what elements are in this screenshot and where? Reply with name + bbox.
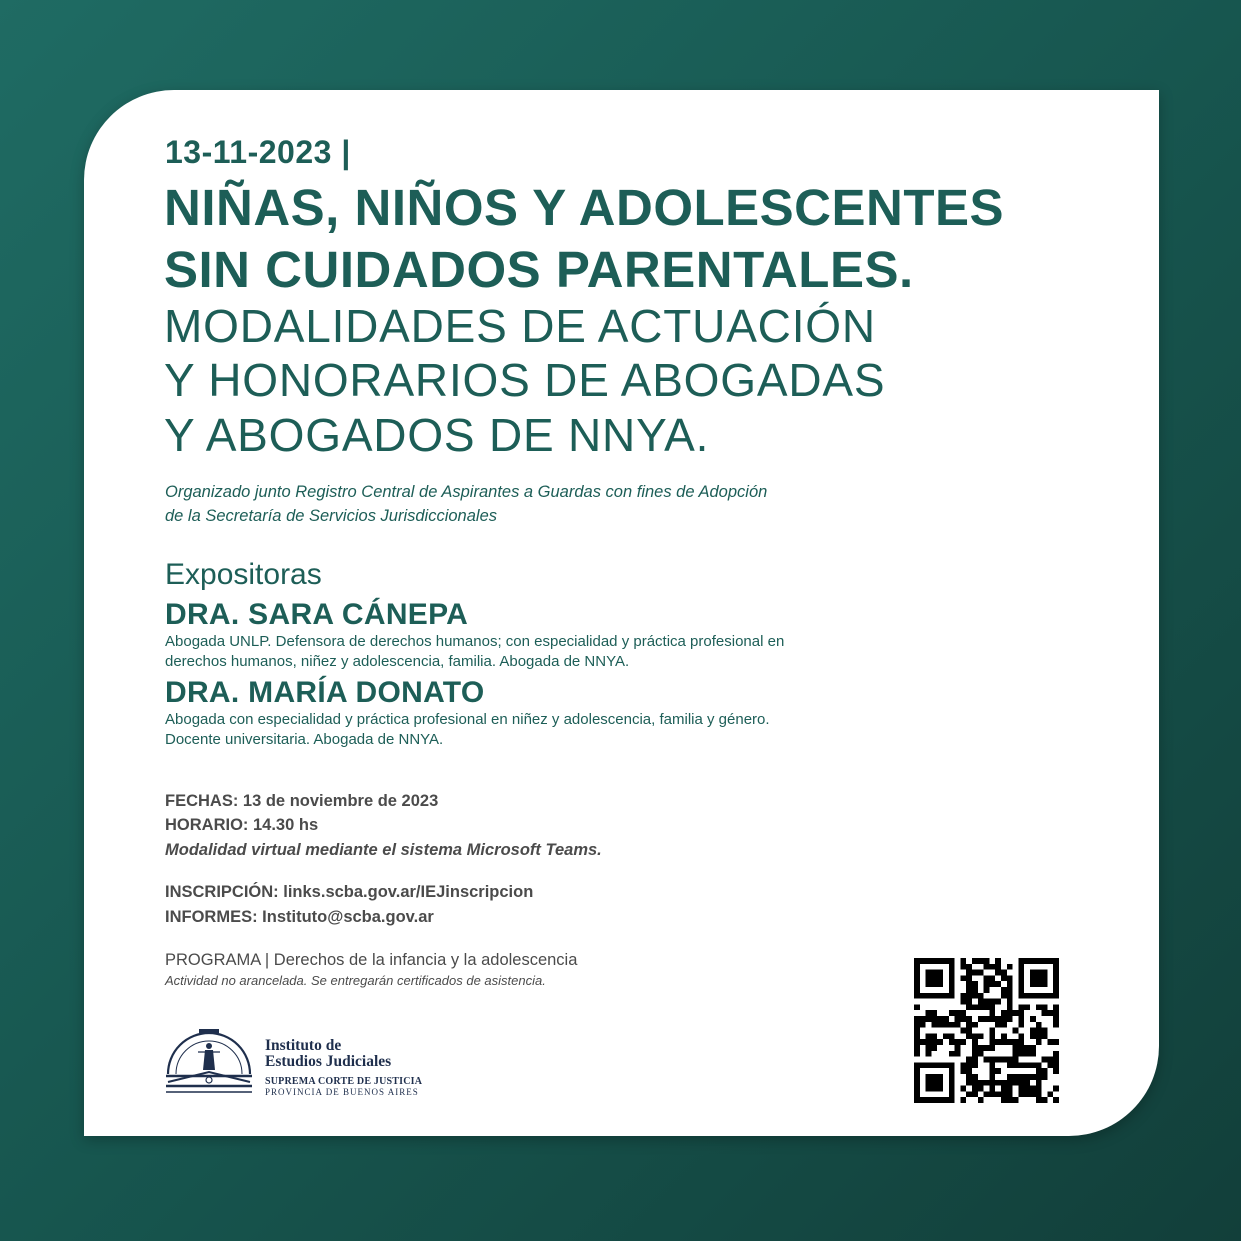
province-name: PROVINCIA DE BUENOS AIRES (265, 1087, 419, 1097)
subtitle-line-2: Y HONORARIOS DE ABOGADAS (164, 354, 886, 406)
schedule-info: HORARIO: 14.30 hs (165, 816, 319, 834)
qr-code-icon (914, 958, 1059, 1103)
institute-logo-icon (164, 1026, 254, 1098)
speaker-name-2: DRA. MARÍA DONATO (165, 676, 485, 709)
speaker-bio-2-line-1: Abogada con especialidad y práctica profesional en niñez y adolescencia, familia y género. (165, 711, 770, 728)
registration-info: INSCRIPCIÓN: links.scba.gov.ar/IEJinscripcion (165, 883, 534, 901)
institute-name-line-1: Instituto de (265, 1037, 342, 1054)
speaker-bio-1-line-1: Abogada UNLP. Defensora de derechos humanos; con especialidad y práctica profesional en (165, 633, 785, 650)
title-line-1: NIÑAS, NIÑOS Y ADOLESCENTES (164, 179, 1005, 236)
speaker-bio-2-line-2: Docente universitaria. Abogada de NNYA. (165, 731, 444, 748)
contact-info: INFORMES: Instituto@scba.gov.ar (165, 908, 434, 926)
subtitle-line-3: Y ABOGADOS DE NNYA. (164, 409, 710, 461)
dates-info: FECHAS: 13 de noviembre de 2023 (165, 792, 439, 810)
program-line: PROGRAMA | Derechos de la infancia y la adolescencia (165, 951, 578, 969)
institute-name (265, 1038, 422, 1097)
modality-info: Modalidad virtual mediante el sistema Microsoft Teams. (165, 841, 602, 859)
speakers-label: Expositoras (165, 558, 322, 591)
speaker-name-1: DRA. SARA CÁNEPA (165, 598, 469, 631)
speaker-bio-1-line-2: derechos humanos, niñez y adolescencia, familia. Abogada de NNYA. (165, 653, 630, 670)
subtitle-line-1: MODALIDADES DE ACTUACIÓN (164, 300, 876, 352)
event-date: 13-11-2023 | (165, 134, 351, 170)
institute-name-line-2: Estudios Judiciales (265, 1053, 392, 1070)
organizer-line-2: de la Secretaría de Servicios Jurisdiccionales (165, 507, 497, 525)
flyer-card (84, 90, 1159, 1136)
program-note: Actividad no arancelada. Se entregarán certificados de asistencia. (165, 973, 546, 988)
organizer-line-1: Organizado junto Registro Central de Aspirantes a Guardas con fines de Adopción (165, 483, 768, 501)
title-line-2: SIN CUIDADOS PARENTALES. (164, 241, 914, 298)
court-name: SUPREMA CORTE DE JUSTICIA (265, 1076, 423, 1087)
speaker-bio-2 (165, 710, 885, 750)
speaker-bio-1 (165, 632, 885, 672)
